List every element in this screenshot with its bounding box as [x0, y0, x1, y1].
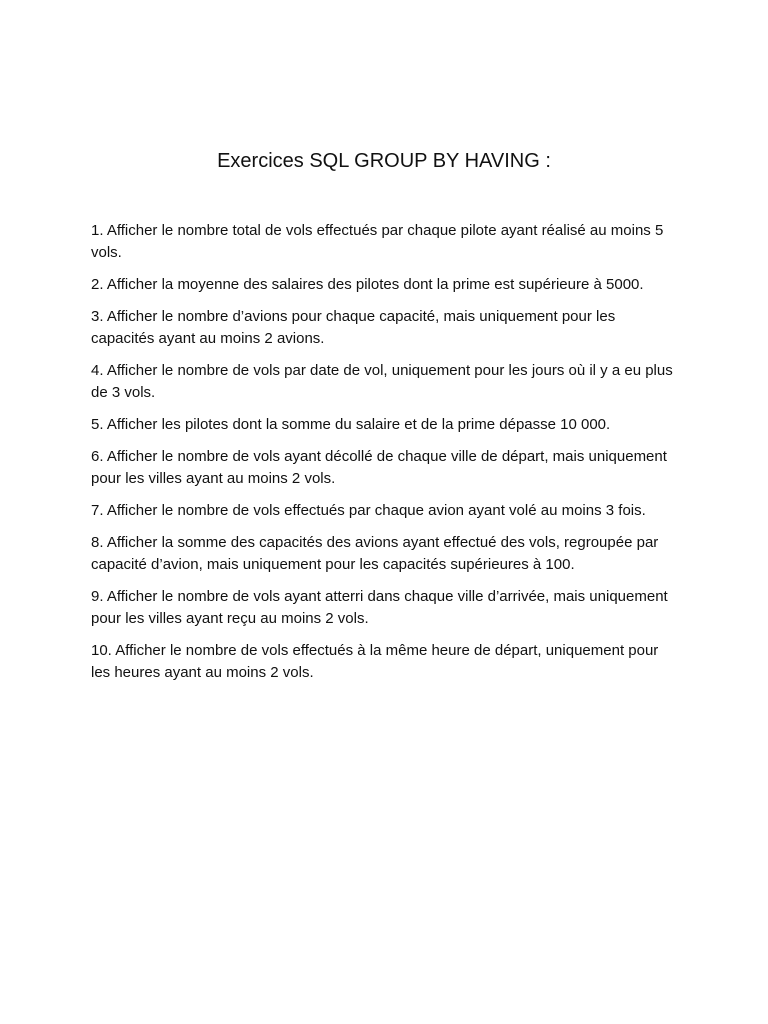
exercise-item: 4. Afficher le nombre de vols par date de vol, uniquement pour les jours où il y a eu plus de 3 vols. [91, 362, 673, 401]
exercise-item: 8. Afficher la somme des capacités des avions ayant effectué des vols, regroupée par capacité d’avion, mais uniquement pour les capacités supérieures à 100. [91, 534, 659, 573]
exercise-item: 3. Afficher le nombre d’avions pour chaque capacité, mais uniquement pour les capacités ayant au moins 2 avions. [91, 308, 616, 347]
document-title: Exercices SQL GROUP BY HAVING : [217, 150, 551, 172]
exercise-item: 2. Afficher la moyenne des salaires des pilotes dont la prime est supérieure à 5000. [91, 276, 644, 293]
exercise-item: 10. Afficher le nombre de vols effectués à la même heure de départ, uniquement pour les heures ayant au moins 2 vols. [91, 642, 659, 681]
exercise-item: 1. Afficher le nombre total de vols effectués par chaque pilote ayant réalisé au moins 5 vols. [91, 222, 664, 261]
exercise-item: 7. Afficher le nombre de vols effectués par chaque avion ayant volé au moins 3 fois. [91, 502, 646, 519]
exercise-list [91, 220, 681, 694]
exercise-item: 5. Afficher les pilotes dont la somme du salaire et de la prime dépasse 10 000. [91, 416, 611, 433]
exercise-item: 9. Afficher le nombre de vols ayant atterri dans chaque ville d’arrivée, mais uniquement pour les villes ayant reçu au moins 2 vols. [91, 588, 668, 627]
exercise-item: 6. Afficher le nombre de vols ayant décollé de chaque ville de départ, mais uniquement pour les villes ayant au moins 2 vols. [91, 448, 667, 487]
